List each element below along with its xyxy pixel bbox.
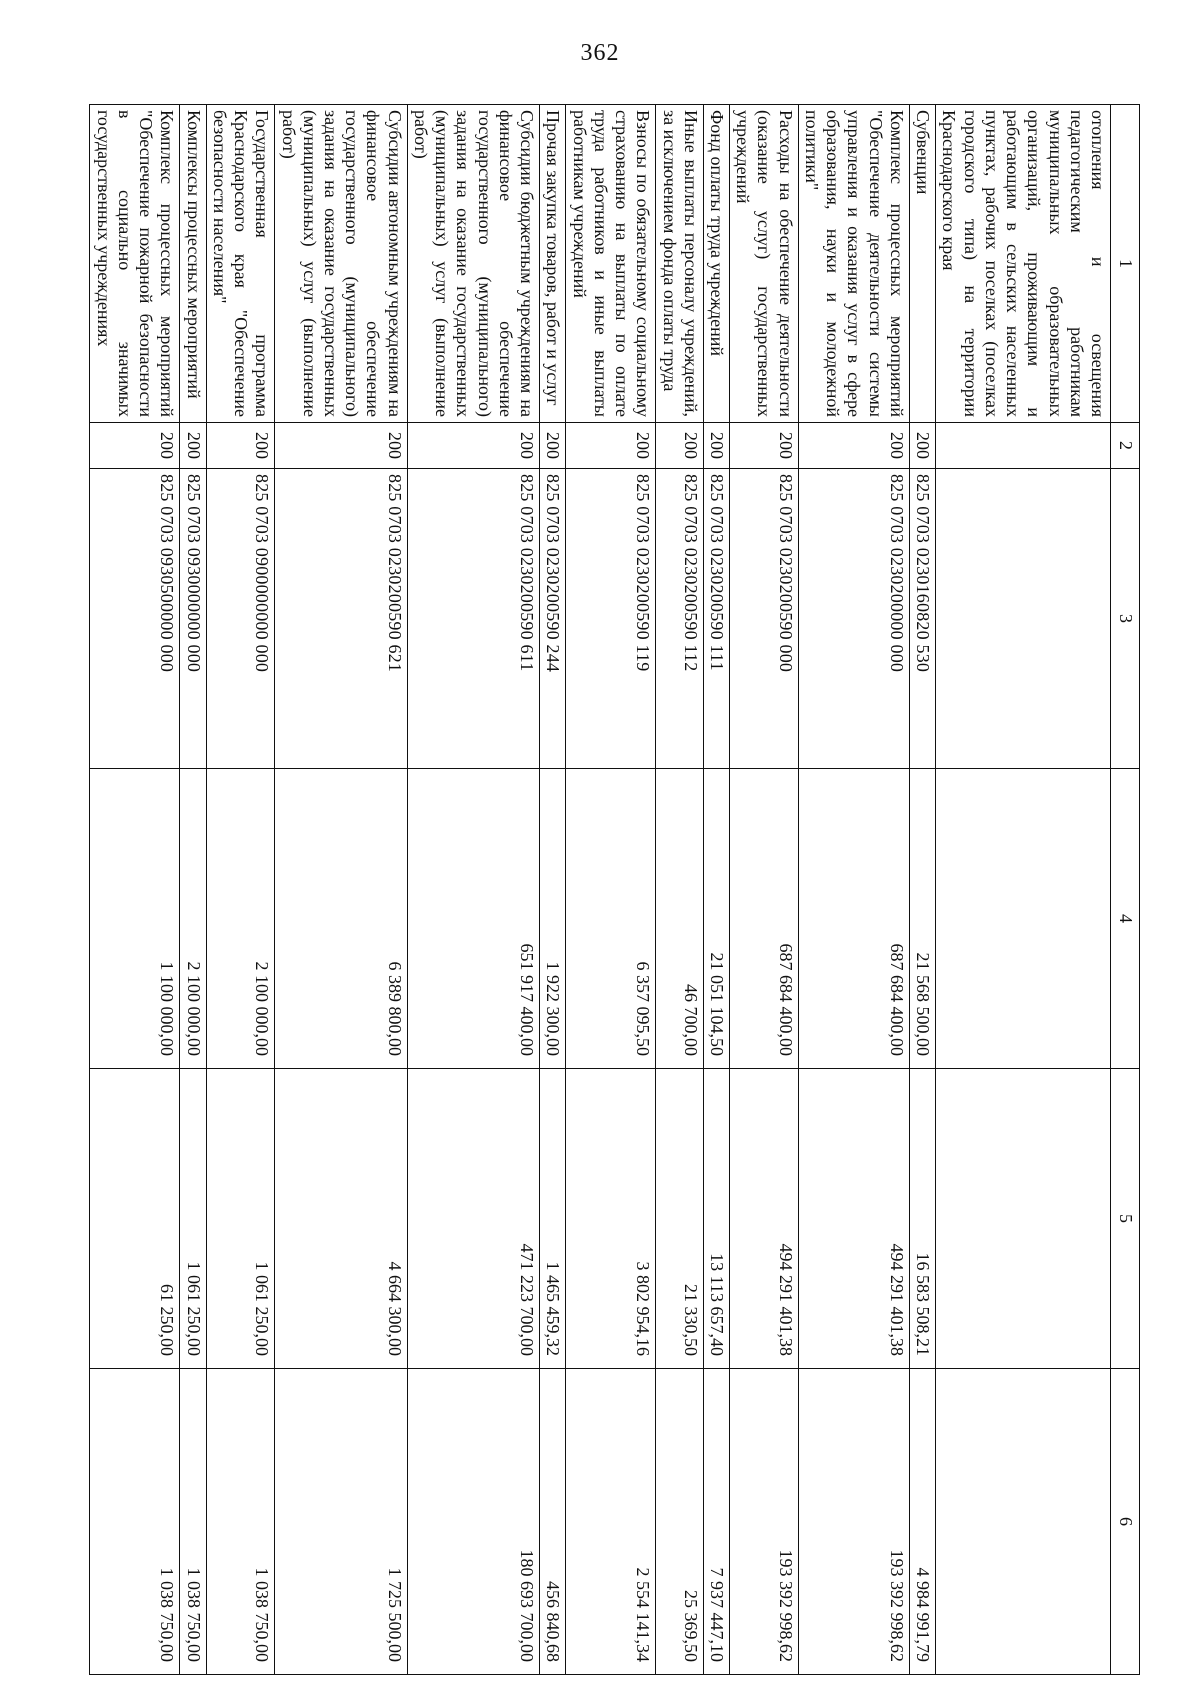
budget-table	[89, 104, 1140, 1675]
row-col6: 1 038 750,00	[90, 1369, 180, 1675]
row-col4: 21 051 104,50	[703, 769, 729, 1069]
row-status	[936, 423, 1111, 469]
row-name: Субсидии бюджетным учреждениям на финансовое обеспечение государственного (муниципального) задания на оказание государственных (муниципальных) услуг (выполнение работ)	[407, 105, 539, 423]
row-col5: 4 664 300,00	[275, 1069, 407, 1369]
row-col6: 7 937 447,10	[703, 1369, 729, 1675]
row-status: 200	[90, 423, 180, 469]
row-status: 200	[798, 423, 909, 469]
rotated-table-container	[93, 104, 1140, 1674]
row-col5: 1 061 250,00	[180, 1069, 206, 1369]
table-row	[798, 105, 909, 1675]
row-col4: 1 922 300,00	[540, 769, 566, 1069]
row-name: Субвенции	[909, 105, 935, 423]
row-status: 200	[180, 423, 206, 469]
row-col6: 25 369,50	[656, 1369, 703, 1675]
row-col4: 1 100 000,00	[90, 769, 180, 1069]
table-row	[566, 105, 656, 1675]
row-col4: 6 357 095,50	[566, 769, 656, 1069]
row-col4: 46 700,00	[656, 769, 703, 1069]
row-name: отопления и освещения педагогическим работникам муниципальных образовательных организаций, проживающим и работающим в сельских населенных пунктах, рабочих поселках (поселках городского типа) на территории Краснодарского края	[936, 105, 1111, 423]
row-col5: 13 113 657,40	[703, 1069, 729, 1369]
row-name: Взносы по обязательному социальному страхованию на выплаты по оплате труда работников и иные выплаты работникам учреждений	[566, 105, 656, 423]
row-name: Расходы на обеспечение деятельности (оказание услуг) государственных учреждений	[730, 105, 799, 423]
row-name: Государственная программа Краснодарского края "Обеспечение безопасности населения"	[206, 105, 275, 423]
page-number: 362	[580, 40, 620, 66]
row-status: 200	[566, 423, 656, 469]
row-col6: 2 554 141,34	[566, 1369, 656, 1675]
row-status: 200	[275, 423, 407, 469]
row-col6: 193 392 998,62	[730, 1369, 799, 1675]
row-col6: 1 038 750,00	[180, 1369, 206, 1675]
row-code: 825 0703 0230160820 530	[909, 469, 935, 769]
row-col4: 687 684 400,00	[798, 769, 909, 1069]
row-name: Комплекс процессных мероприятий "Обеспечение деятельности системы управления и оказания услуг в сфере образования, науки и молодежной политики"	[798, 105, 909, 423]
table-row	[275, 105, 407, 1675]
row-status: 200	[656, 423, 703, 469]
table-row	[730, 105, 799, 1675]
row-col6: 193 392 998,62	[798, 1369, 909, 1675]
row-status: 200	[540, 423, 566, 469]
table-row	[703, 105, 729, 1675]
row-col5: 471 223 700,00	[407, 1069, 539, 1369]
row-col6: 1 038 750,00	[206, 1369, 275, 1675]
table-row	[540, 105, 566, 1675]
row-col4: 21 568 500,00	[909, 769, 935, 1069]
column-header-3: 3	[1111, 469, 1140, 769]
row-col4	[936, 769, 1111, 1069]
row-col6: 180 693 700,00	[407, 1369, 539, 1675]
row-code: 825 0703 0230200590 000	[730, 469, 799, 769]
row-name: Субсидии автономным учреждениям на финансовое обеспечение государственного (муниципального) задания на оказание государственных (муниципальных) услуг (выполнение работ)	[275, 105, 407, 423]
row-col5: 494 291 401,38	[730, 1069, 799, 1369]
row-status: 200	[909, 423, 935, 469]
row-status: 200	[730, 423, 799, 469]
row-code: 825 0703 0930000000 000	[180, 469, 206, 769]
row-name: Фонд оплаты труда учреждений	[703, 105, 729, 423]
table-row	[407, 105, 539, 1675]
row-col6: 1 725 500,00	[275, 1369, 407, 1675]
row-code: 825 0703 0230200590 112	[656, 469, 703, 769]
row-name: Комплексы процессных мероприятий	[180, 105, 206, 423]
row-col5: 494 291 401,38	[798, 1069, 909, 1369]
row-code: 825 0703 0230200590 621	[275, 469, 407, 769]
table-row	[936, 105, 1111, 1675]
row-col5: 21 330,50	[656, 1069, 703, 1369]
row-name: Иные выплаты персоналу учреждений, за исключением фонда оплаты труда	[656, 105, 703, 423]
row-code: 825 0703 0230200590 611	[407, 469, 539, 769]
row-col5	[936, 1069, 1111, 1369]
row-code: 825 0703 0230200000 000	[798, 469, 909, 769]
row-code: 825 0703 0930500000 000	[90, 469, 180, 769]
row-status: 200	[206, 423, 275, 469]
row-col5: 16 583 508,21	[909, 1069, 935, 1369]
row-col4: 6 389 800,00	[275, 769, 407, 1069]
row-col6: 4 984 991,79	[909, 1369, 935, 1675]
row-name: Комплекс процессных мероприятий "Обеспечение пожарной безопасности в социально значимых государственных учреждениях	[90, 105, 180, 423]
column-header-5: 5	[1111, 1069, 1140, 1369]
row-col5: 3 802 954,16	[566, 1069, 656, 1369]
row-code: 825 0703 0230200590 119	[566, 469, 656, 769]
column-header-1: 1	[1111, 105, 1140, 423]
row-col5: 61 250,00	[90, 1069, 180, 1369]
row-code	[936, 469, 1111, 769]
row-col4: 2 100 000,00	[180, 769, 206, 1069]
table-row	[909, 105, 935, 1675]
row-name: Прочая закупка товаров, работ и услуг	[540, 105, 566, 423]
column-header-6: 6	[1111, 1369, 1140, 1675]
row-code: 825 0703 0230200590 244	[540, 469, 566, 769]
row-col6: 456 840,68	[540, 1369, 566, 1675]
table-row	[90, 105, 180, 1675]
column-header-4: 4	[1111, 769, 1140, 1069]
row-code: 825 0703 0230200590 111	[703, 469, 729, 769]
row-col4: 687 684 400,00	[730, 769, 799, 1069]
row-code: 825 0703 0900000000 000	[206, 469, 275, 769]
column-header-2: 2	[1111, 423, 1140, 469]
table-row	[180, 105, 206, 1675]
table-row	[656, 105, 703, 1675]
row-col5: 1 465 459,32	[540, 1069, 566, 1369]
row-col4: 651 917 400,00	[407, 769, 539, 1069]
row-status: 200	[703, 423, 729, 469]
table-header-row	[1111, 105, 1140, 1675]
row-col4: 2 100 000,00	[206, 769, 275, 1069]
table-row	[206, 105, 275, 1675]
row-status: 200	[407, 423, 539, 469]
row-col5: 1 061 250,00	[206, 1069, 275, 1369]
row-col6	[936, 1369, 1111, 1675]
